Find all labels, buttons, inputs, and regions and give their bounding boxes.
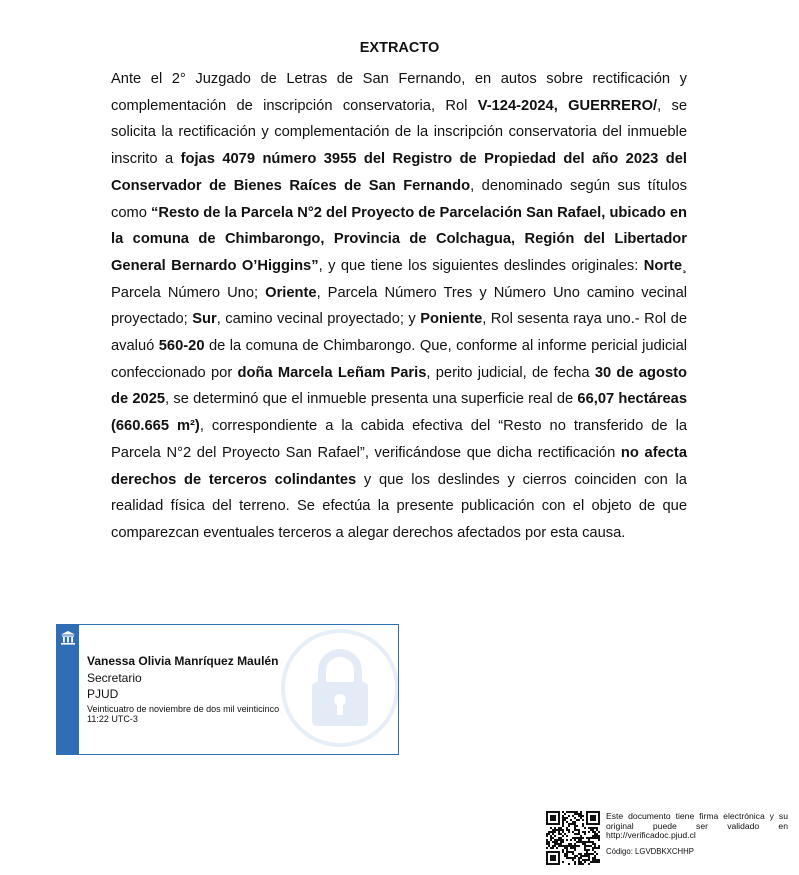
bold-text-segment: 30 de agosto de 2025 <box>111 364 687 408</box>
bold-text-segment: no afecta derechos de terceros colindantes <box>111 444 687 488</box>
verification-text: Este documento tiene firma electrónica y su original puede ser validado en http://verificadoc.pjud.cl <box>606 811 788 840</box>
text-segment: , Rol sesenta raya uno.- Rol de avaluó <box>111 311 687 355</box>
bold-text-segment: doña Marcela Leñam Paris <box>237 364 427 381</box>
verification-note <box>606 812 788 856</box>
bold-text-segment: 560-20 <box>158 338 205 355</box>
bold-text-segment: Oriente <box>265 284 317 301</box>
text-segment: , perito judicial, de fecha <box>426 364 595 381</box>
bold-text-segment: fojas 4079 número 3955 del Registro de Propiedad del año 2023 del Conservador de Bienes Raíces de San Fernando <box>111 151 687 194</box>
text-segment: y que los deslindes y cierros coinciden con la realidad física del terreno. Se efectúa la presente publicación con el objeto de que comparezcan eventuales terceros a alegar derechos afectados por esta causa. <box>111 471 687 541</box>
text-segment: , Parcela Número Tres y Número Uno camino vecinal proyectado; <box>111 284 688 328</box>
signature-date-text: Veinticuatro de noviembre de dos mil veinticinco <box>87 704 280 714</box>
bold-text-segment: “Resto de la Parcela N°2 del Proyecto de Parcelación San Rafael, ubicado en la comuna de Chimbarongo, Provincia de Colchagua, Región del Libertador General Bernardo O’Higgins” <box>111 204 687 274</box>
extract-paragraph <box>111 66 687 547</box>
verification-code: Código: LGVDBKXCHHP <box>606 846 694 856</box>
bold-text-segment: Sur <box>192 311 217 328</box>
text-segment: Ante el 2° Juzgado de Letras de San Fernando, en autos sobre rectificación y complementación de inscripción conservatoria, Rol <box>111 71 687 114</box>
text-segment: de la comuna de Chimbarongo. Que, conforme al informe pericial judicial confeccionado por <box>111 338 688 381</box>
bold-text-segment: V-124-2024, GUERRERO/ <box>477 97 658 114</box>
bold-text-segment: 66,07 hectáreas (660.665 m²) <box>111 391 687 435</box>
text-segment: , se determinó que el inmueble presenta una superficie real de <box>165 391 578 408</box>
courthouse-icon <box>60 630 76 646</box>
signature-time-text: 11:22 UTC-3 <box>87 713 138 724</box>
signer-organization: PJUD <box>87 687 119 701</box>
bold-text-segment: Poniente <box>420 311 483 328</box>
signer-name: Vanessa Olivia Manríquez Maulén <box>87 654 279 668</box>
document-title: EXTRACTO <box>359 40 440 56</box>
text-segment: , y que tiene los siguientes deslindes originales: <box>318 257 644 274</box>
signature-date <box>87 705 279 724</box>
text-segment: , camino vecinal proyectado; y <box>216 311 421 328</box>
lock-icon <box>279 627 399 749</box>
text-segment: , correspondiente a la cabida efectiva del “Resto no transferido de la Parcela N°2 del Proyecto San Rafael”, verificándose que dicha rectificación <box>111 418 688 461</box>
text-segment: , denominado según sus títulos como <box>111 177 687 221</box>
signature-sidebar <box>57 625 79 754</box>
signature-box <box>56 624 399 755</box>
bold-text-segment: Norte <box>643 257 683 274</box>
signer-role: Secretario <box>87 671 142 685</box>
text-segment: , se solicita la rectificación y complementación de la inscripción conservatoria del inmueble inscrito a <box>111 97 687 168</box>
text-segment: ¸ Parcela Número Uno; <box>111 257 687 301</box>
qr-code-icon[interactable] <box>546 811 600 865</box>
